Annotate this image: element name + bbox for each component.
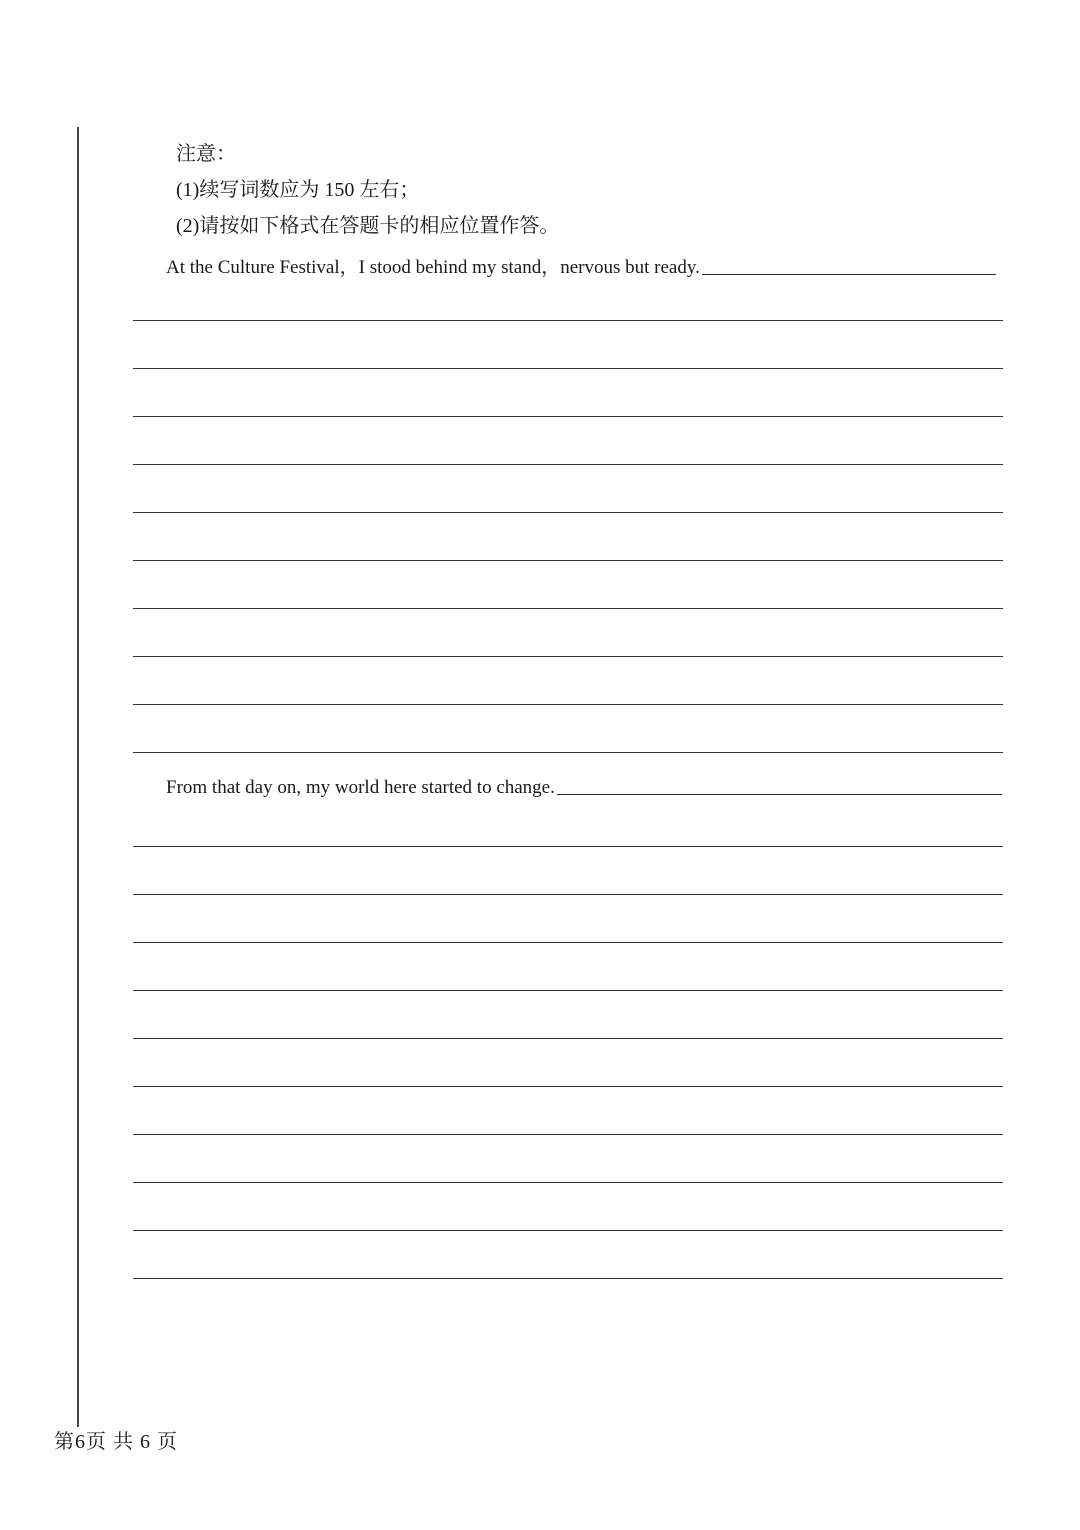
instructions — [176, 136, 559, 244]
writing-line[interactable] — [133, 320, 1003, 321]
writing-line[interactable] — [133, 1182, 1003, 1183]
paragraph2-prompt-text: From that day on, my world here started to change. — [166, 777, 555, 798]
writing-line[interactable] — [133, 368, 1003, 369]
writing-line[interactable] — [133, 1038, 1003, 1039]
writing-line[interactable] — [133, 1134, 1003, 1135]
writing-line[interactable] — [133, 894, 1003, 895]
writing-line[interactable] — [133, 846, 1003, 847]
writing-line[interactable] — [133, 608, 1003, 609]
writing-line[interactable] — [133, 416, 1003, 417]
binding-margin-line — [77, 127, 79, 1427]
paragraph1-opening — [166, 252, 996, 279]
writing-line[interactable] — [133, 752, 1003, 753]
writing-line[interactable] — [133, 560, 1003, 561]
paragraph2-opening — [166, 777, 1002, 799]
writing-line[interactable] — [133, 704, 1003, 705]
page-number: 第6页 共 6 页 — [54, 1431, 178, 1453]
paragraph1-prompt-text: At the Culture Festival，I stood behind my stand，nervous but ready. — [166, 257, 700, 278]
paragraph2-first-blank — [557, 794, 1002, 795]
notes-item-format: (2)请按如下格式在答题卡的相应位置作答。 — [176, 215, 560, 237]
notes-heading: 注意： — [176, 143, 236, 165]
writing-line[interactable] — [133, 1086, 1003, 1087]
notes-item-word-count: (1)续写词数应为 150 左右； — [176, 179, 420, 201]
writing-line[interactable] — [133, 990, 1003, 991]
paragraph1-first-blank — [702, 274, 996, 275]
writing-line[interactable] — [133, 1230, 1003, 1231]
writing-line[interactable] — [133, 942, 1003, 943]
writing-line[interactable] — [133, 656, 1003, 657]
writing-line[interactable] — [133, 464, 1003, 465]
writing-line[interactable] — [133, 1278, 1003, 1279]
writing-line[interactable] — [133, 512, 1003, 513]
